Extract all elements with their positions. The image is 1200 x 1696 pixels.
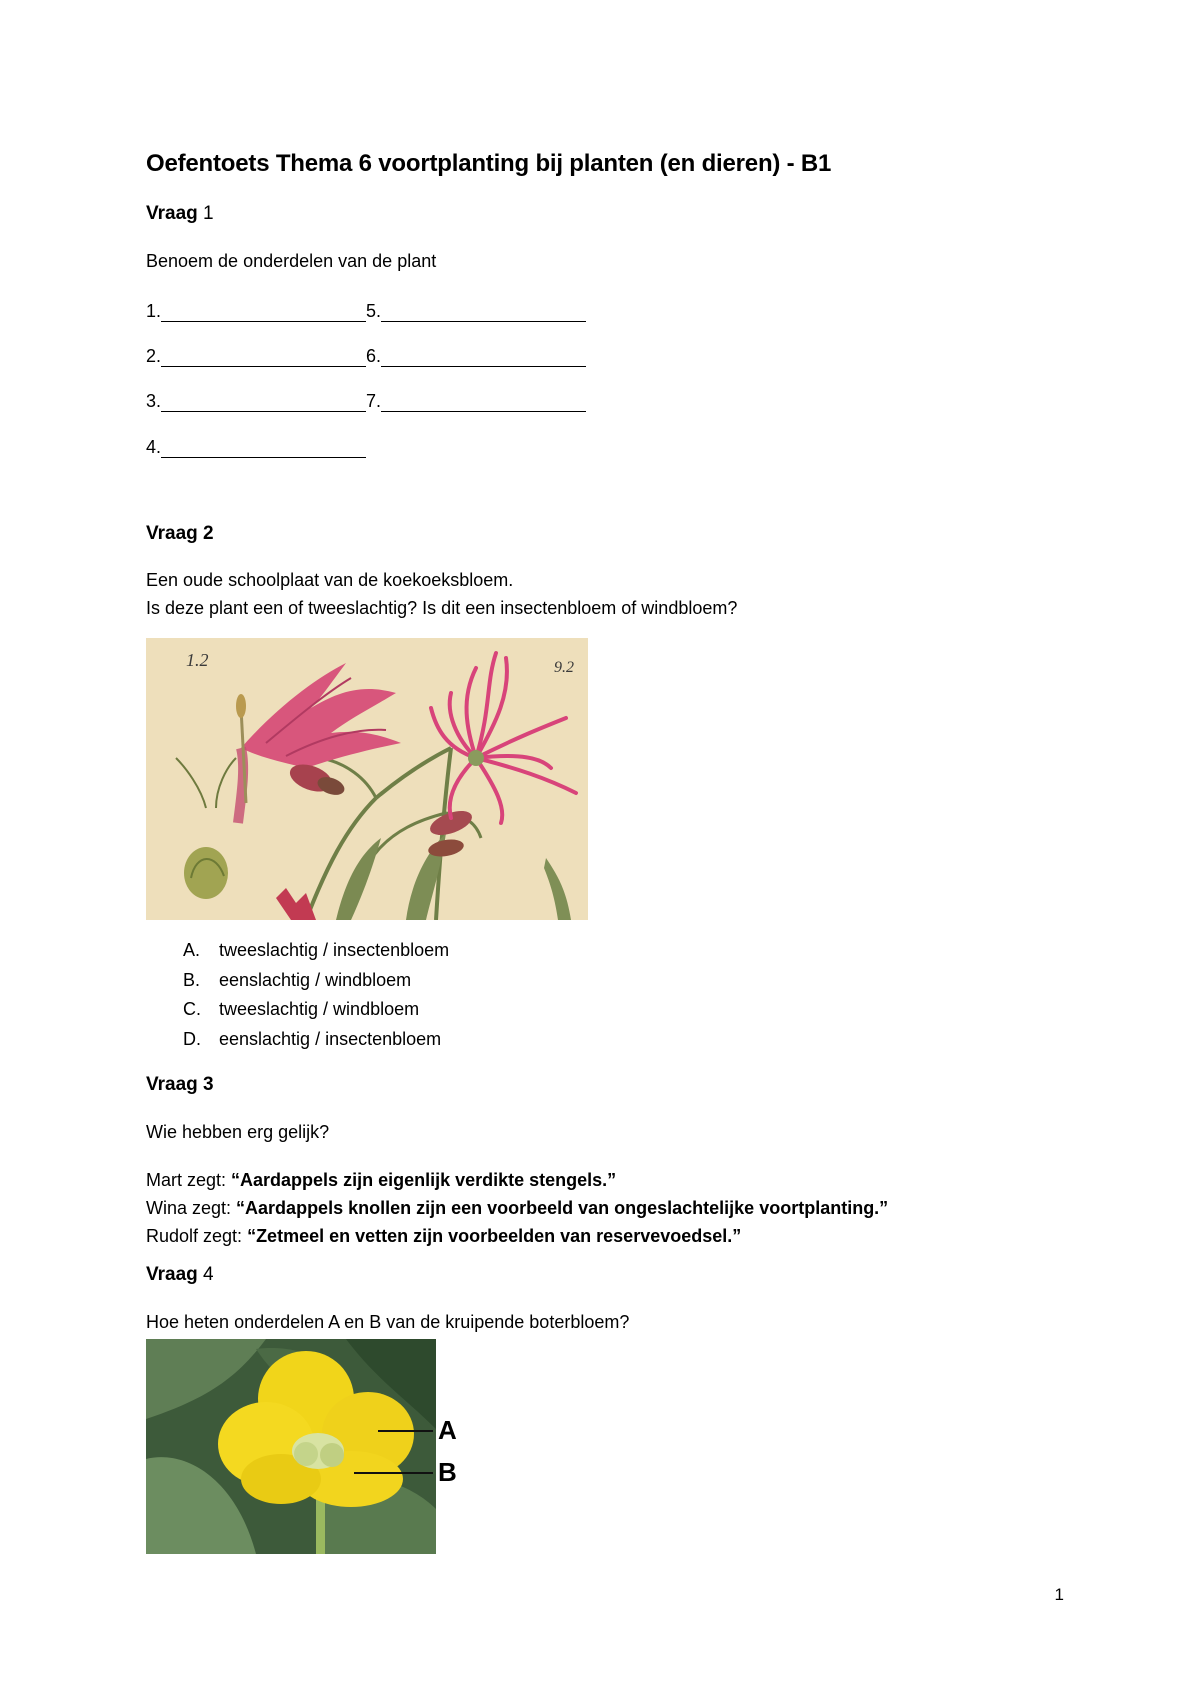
answer-blank-1[interactable]: 1. 5. [146,296,586,322]
question-1-prompt: Benoem de onderdelen van de plant [146,251,437,271]
koekoeksbloem-illustration [146,638,588,920]
question-1-heading: Vraag 1 [146,203,214,224]
question-3-prompt: Wie hebben erg gelijk? [146,1122,330,1142]
statement-wina: Wina zegt: “Aardappels knollen zijn een voorbeeld van ongeslachtelijke voortplanting.” [146,1198,889,1218]
page-number: 1 [1054,1585,1064,1604]
boterbloem-photo [146,1339,436,1554]
statement-mart: Mart zegt: “Aardappels zijn eigenlijk verdikte stengels.” [146,1170,617,1190]
question-2-options [183,936,449,1054]
question-4-heading: Vraag 4 [146,1264,214,1285]
statement-rudolf: Rudolf zegt: “Zetmeel en vetten zijn voorbeelden van reservevoedsel.” [146,1226,742,1246]
boterbloem-drawing [146,1339,436,1554]
option-c[interactable]: C. tweeslachtig / windbloem [183,999,420,1019]
svg-text:1.2: 1.2 [186,650,209,670]
svg-text:9.2: 9.2 [554,659,574,676]
question-2-line-1: Een oude schoolplaat van de koekoeksbloem. [146,570,514,590]
answer-blank-4[interactable]: 4. [146,432,366,458]
answer-blank-2[interactable]: 2. 6. [146,341,586,367]
option-a[interactable]: A. tweeslachtig / insectenbloem [183,940,450,960]
option-d[interactable]: D. eenslachtig / insectenbloem [183,1028,442,1049]
question-2-line-2: Is deze plant een of tweeslachtig? Is dit een insectenbloem of windbloem? [146,598,738,618]
question-4-prompt: Hoe heten onderdelen A en B van de kruipende boterbloem? [146,1312,630,1332]
question-3-heading: Vraag 3 [146,1074,214,1095]
koekoeksbloem-drawing [146,638,588,920]
page-title: Oefentoets Thema 6 voortplanting bij planten (en dieren) - B1 [146,150,832,177]
label-b: B [438,1457,457,1487]
answer-blank-3[interactable]: 3. 7. [146,386,586,412]
question-2-heading: Vraag 2 [146,523,214,544]
label-a: A [438,1415,457,1445]
option-b[interactable]: B. eenslachtig / windbloem [183,969,412,990]
